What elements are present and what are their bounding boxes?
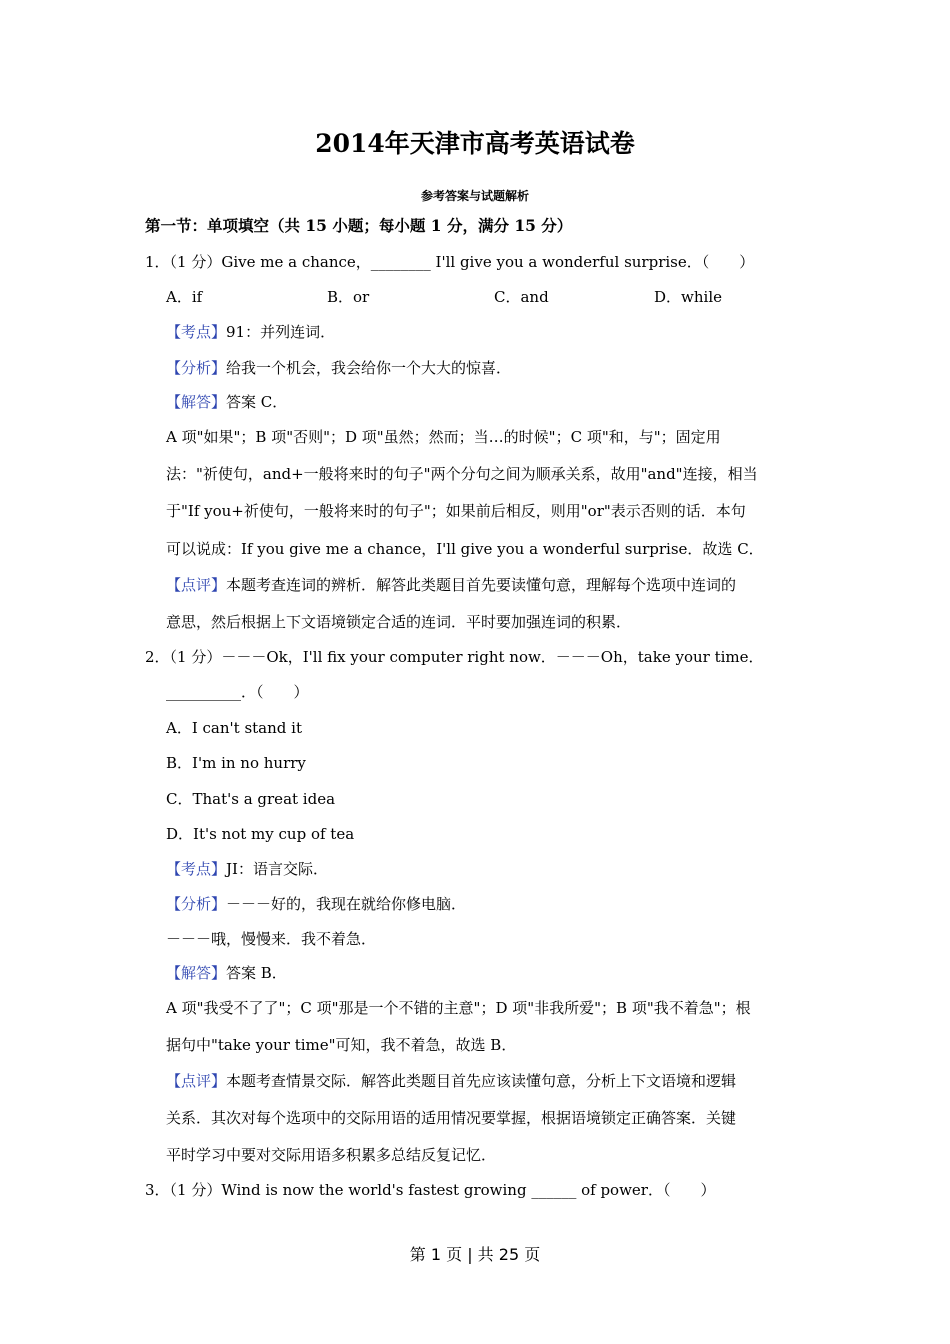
fenxi-tag: 【分析】 bbox=[166, 359, 227, 377]
question-1-stem: 1．（1 分）Give me a chance，________ I'll give you a wonderful surprise．（ ） bbox=[145, 253, 755, 271]
q1-dianping bbox=[166, 573, 807, 597]
q1-option-b: B．or bbox=[327, 288, 370, 306]
fenxi-tag: 【分析】 bbox=[166, 895, 227, 913]
kaodian-tag: 【考点】 bbox=[166, 860, 227, 878]
q1-fenxi bbox=[166, 356, 807, 380]
q2-dianping bbox=[166, 1069, 807, 1093]
question-2-stem: 2．（1 分）－－－Ok，I'll fix your computer right now．－－－Oh，take your time． bbox=[145, 648, 764, 666]
dianping-tag: 【点评】 bbox=[166, 1072, 227, 1090]
q2-explanation-line-1: A 项"我受不了了"；C 项"那是一个不错的主意"；D 项"非我所爱"；B 项"我不着急"；根 bbox=[166, 999, 751, 1017]
q1-dianping-line-2: 意思，然后根据上下文语境锁定合适的连词．平时要加强连词的积累． bbox=[166, 613, 632, 631]
q1-fenxi-text: 给我一个机会，我会给你一个大大的惊喜． bbox=[226, 359, 512, 377]
q2-option-b: B．I'm in no hurry bbox=[166, 754, 306, 772]
q2-option-d: D．It's not my cup of tea bbox=[166, 825, 355, 843]
kaodian-tag: 【考点】 bbox=[166, 323, 227, 341]
question-1-options bbox=[166, 285, 807, 309]
q1-jieda-text: 答案 C． bbox=[226, 393, 288, 411]
q2-option-a: A．I can't stand it bbox=[166, 719, 302, 737]
q1-option-d: D．while bbox=[654, 288, 722, 306]
q1-dianping-text-1: 本题考查连词的辨析．解答此类题目首先要读懂句意，理解每个选项中连词的 bbox=[226, 576, 737, 594]
q2-dianping-line-3: 平时学习中要对交际用语多积累多总结反复记忆． bbox=[166, 1146, 497, 1164]
question-3-stem: 3．（1 分）Wind is now the world's fastest growing ______ of power．（ ） bbox=[145, 1181, 716, 1199]
q1-option-c: C．and bbox=[494, 288, 549, 306]
q2-option-c: C．That's a great idea bbox=[166, 790, 336, 808]
q2-explanation-line-2: 据句中"take your time"可知，我不着急，故选 B． bbox=[166, 1036, 517, 1054]
q2-fenxi-text: －－－好的，我现在就给你修电脑． bbox=[226, 895, 467, 913]
section-heading: 第一节：单项填空（共 15 小题；每小题 1 分，满分 15 分） bbox=[145, 216, 573, 235]
question-2-blank: __________．（ ） bbox=[166, 683, 309, 701]
q1-kaodian bbox=[166, 320, 807, 344]
q2-jieda-text: 答案 B． bbox=[226, 964, 287, 982]
q2-jieda bbox=[166, 961, 807, 985]
q2-dianping-text-1: 本题考查情景交际．解答此类题目首先应该读懂句意，分析上下文语境和逻辑 bbox=[226, 1072, 737, 1090]
q1-explanation-line-4: 可以说成：If you give me a chance，I'll give you a wonderful surprise．故选 C． bbox=[166, 540, 764, 558]
page-subtitle: 参考答案与试题解析 bbox=[420, 189, 529, 203]
q2-kaodian bbox=[166, 857, 807, 881]
q2-fenxi-line-2: －－－哦，慢慢来．我不着急． bbox=[166, 930, 377, 948]
q2-dianping-line-2: 关系．其次对每个选项中的交际用语的适用情况要掌握，根据语境锁定正确答案．关键 bbox=[166, 1109, 737, 1127]
jieda-tag: 【解答】 bbox=[166, 964, 227, 982]
q1-kaodian-text: 91：并列连词． bbox=[226, 323, 336, 341]
jieda-tag: 【解答】 bbox=[166, 393, 227, 411]
q1-option-a: A．if bbox=[166, 288, 203, 306]
q1-explanation-line-1: A 项"如果"；B 项"否则"；D 项"虽然；然而；当…的时候"；C 项"和，与"；固定用 bbox=[166, 428, 721, 446]
q1-jieda bbox=[166, 390, 807, 414]
dianping-tag: 【点评】 bbox=[166, 576, 227, 594]
q1-explanation-line-2: 法："祈使句，and+一般将来时的句子"两个分句之间为顺承关系，故用"and"连接，相当 bbox=[166, 465, 758, 483]
page-title: 2014年天津市高考英语试卷 bbox=[315, 129, 635, 158]
q2-fenxi bbox=[166, 892, 807, 916]
page-footer: 第 1 页 | 共 25 页 bbox=[409, 1245, 541, 1264]
q1-explanation-line-3: 于"If you+祈使句，一般将来时的句子"；如果前后相反，则用"or"表示否则的话．本句 bbox=[166, 502, 746, 520]
q2-kaodian-text: JI：语言交际． bbox=[226, 860, 328, 878]
